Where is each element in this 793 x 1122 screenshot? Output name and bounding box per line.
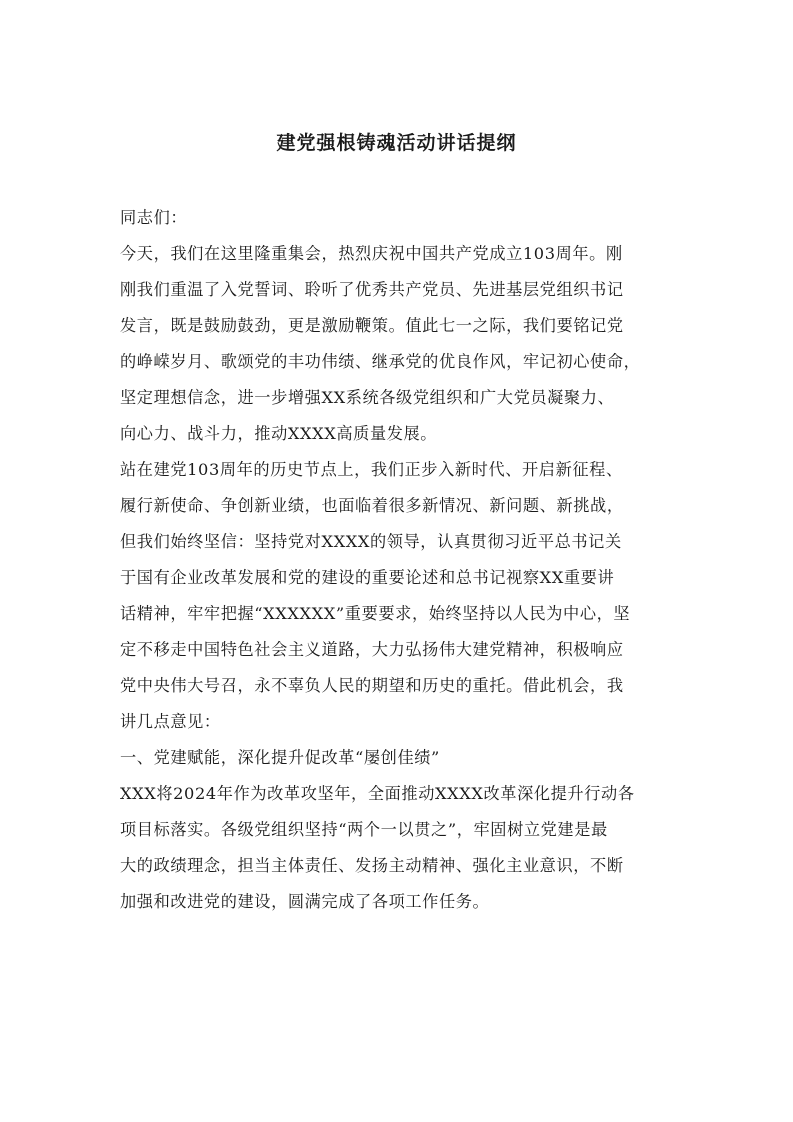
text-line: 今天，我们在这里隆重集会，热烈庆祝中国共产党成立103周年。刚 xyxy=(120,244,623,263)
text-line: 的峥嵘岁月、歌颂党的丰功伟绩、继承党的优良作风，牢记初心使命， xyxy=(120,352,641,371)
text-line: 党中央伟大号召，永不辜负人民的期望和历史的重托。借此机会，我 xyxy=(120,676,624,695)
text-line: 讲几点意见： xyxy=(120,712,221,731)
text-line: 站在建党103周年的历史节点上，我们正步入新时代、开启新征程、 xyxy=(120,460,623,479)
text-line: 但我们始终坚信：坚持党对XXXX的领导，认真贯彻习近平总书记关 xyxy=(120,532,622,551)
section-heading: 一、党建赋能，深化提升促改革“屡创佳绩” xyxy=(120,748,440,767)
text-line: 向心力、战斗力，推动XXXX高质量发展。 xyxy=(120,424,438,443)
text-line: 项目标落实。各级党组织坚持“两个一以贯之”，牢固树立党建是最 xyxy=(120,820,608,839)
document-body xyxy=(120,200,676,920)
document-title: 建党强根铸魂活动讲话提纲 xyxy=(276,132,517,154)
text-line: 坚定理想信念，进一步增强XX系统各级党组织和广大党员凝聚力、 xyxy=(120,388,615,407)
text-line: 于国有企业改革发展和党的建设的重要论述和总书记视察XX重要讲 xyxy=(120,568,615,587)
text-line: 加强和改进党的建设，圆满完成了各项工作任务。 xyxy=(120,892,490,911)
text-line: 发言，既是鼓励鼓劲，更是激励鞭策。值此七一之际，我们要铭记党 xyxy=(120,316,624,335)
text-line: XXX将2024年作为改革攻坚年，全面推动XXXX改革深化提升行动各 xyxy=(120,784,635,803)
text-line: 定不移走中国特色社会主义道路，大力弘扬伟大建党精神，积极响应 xyxy=(120,640,624,659)
text-line: 履行新使命、争创新业绩，也面临着很多新情况、新问题、新挑战， xyxy=(120,496,624,515)
text-line: 话精神，牢牢把握“XXXXXX”重要要求，始终坚持以人民为中心，坚 xyxy=(120,604,631,623)
text-line: 同志们： xyxy=(120,208,188,227)
text-line: 大的政绩理念，担当主体责任、发扬主动精神、强化主业意识，不断 xyxy=(120,856,624,875)
text-line: 刚我们重温了入党誓词、聆听了优秀共产党员、先进基层党组织书记 xyxy=(120,280,624,299)
